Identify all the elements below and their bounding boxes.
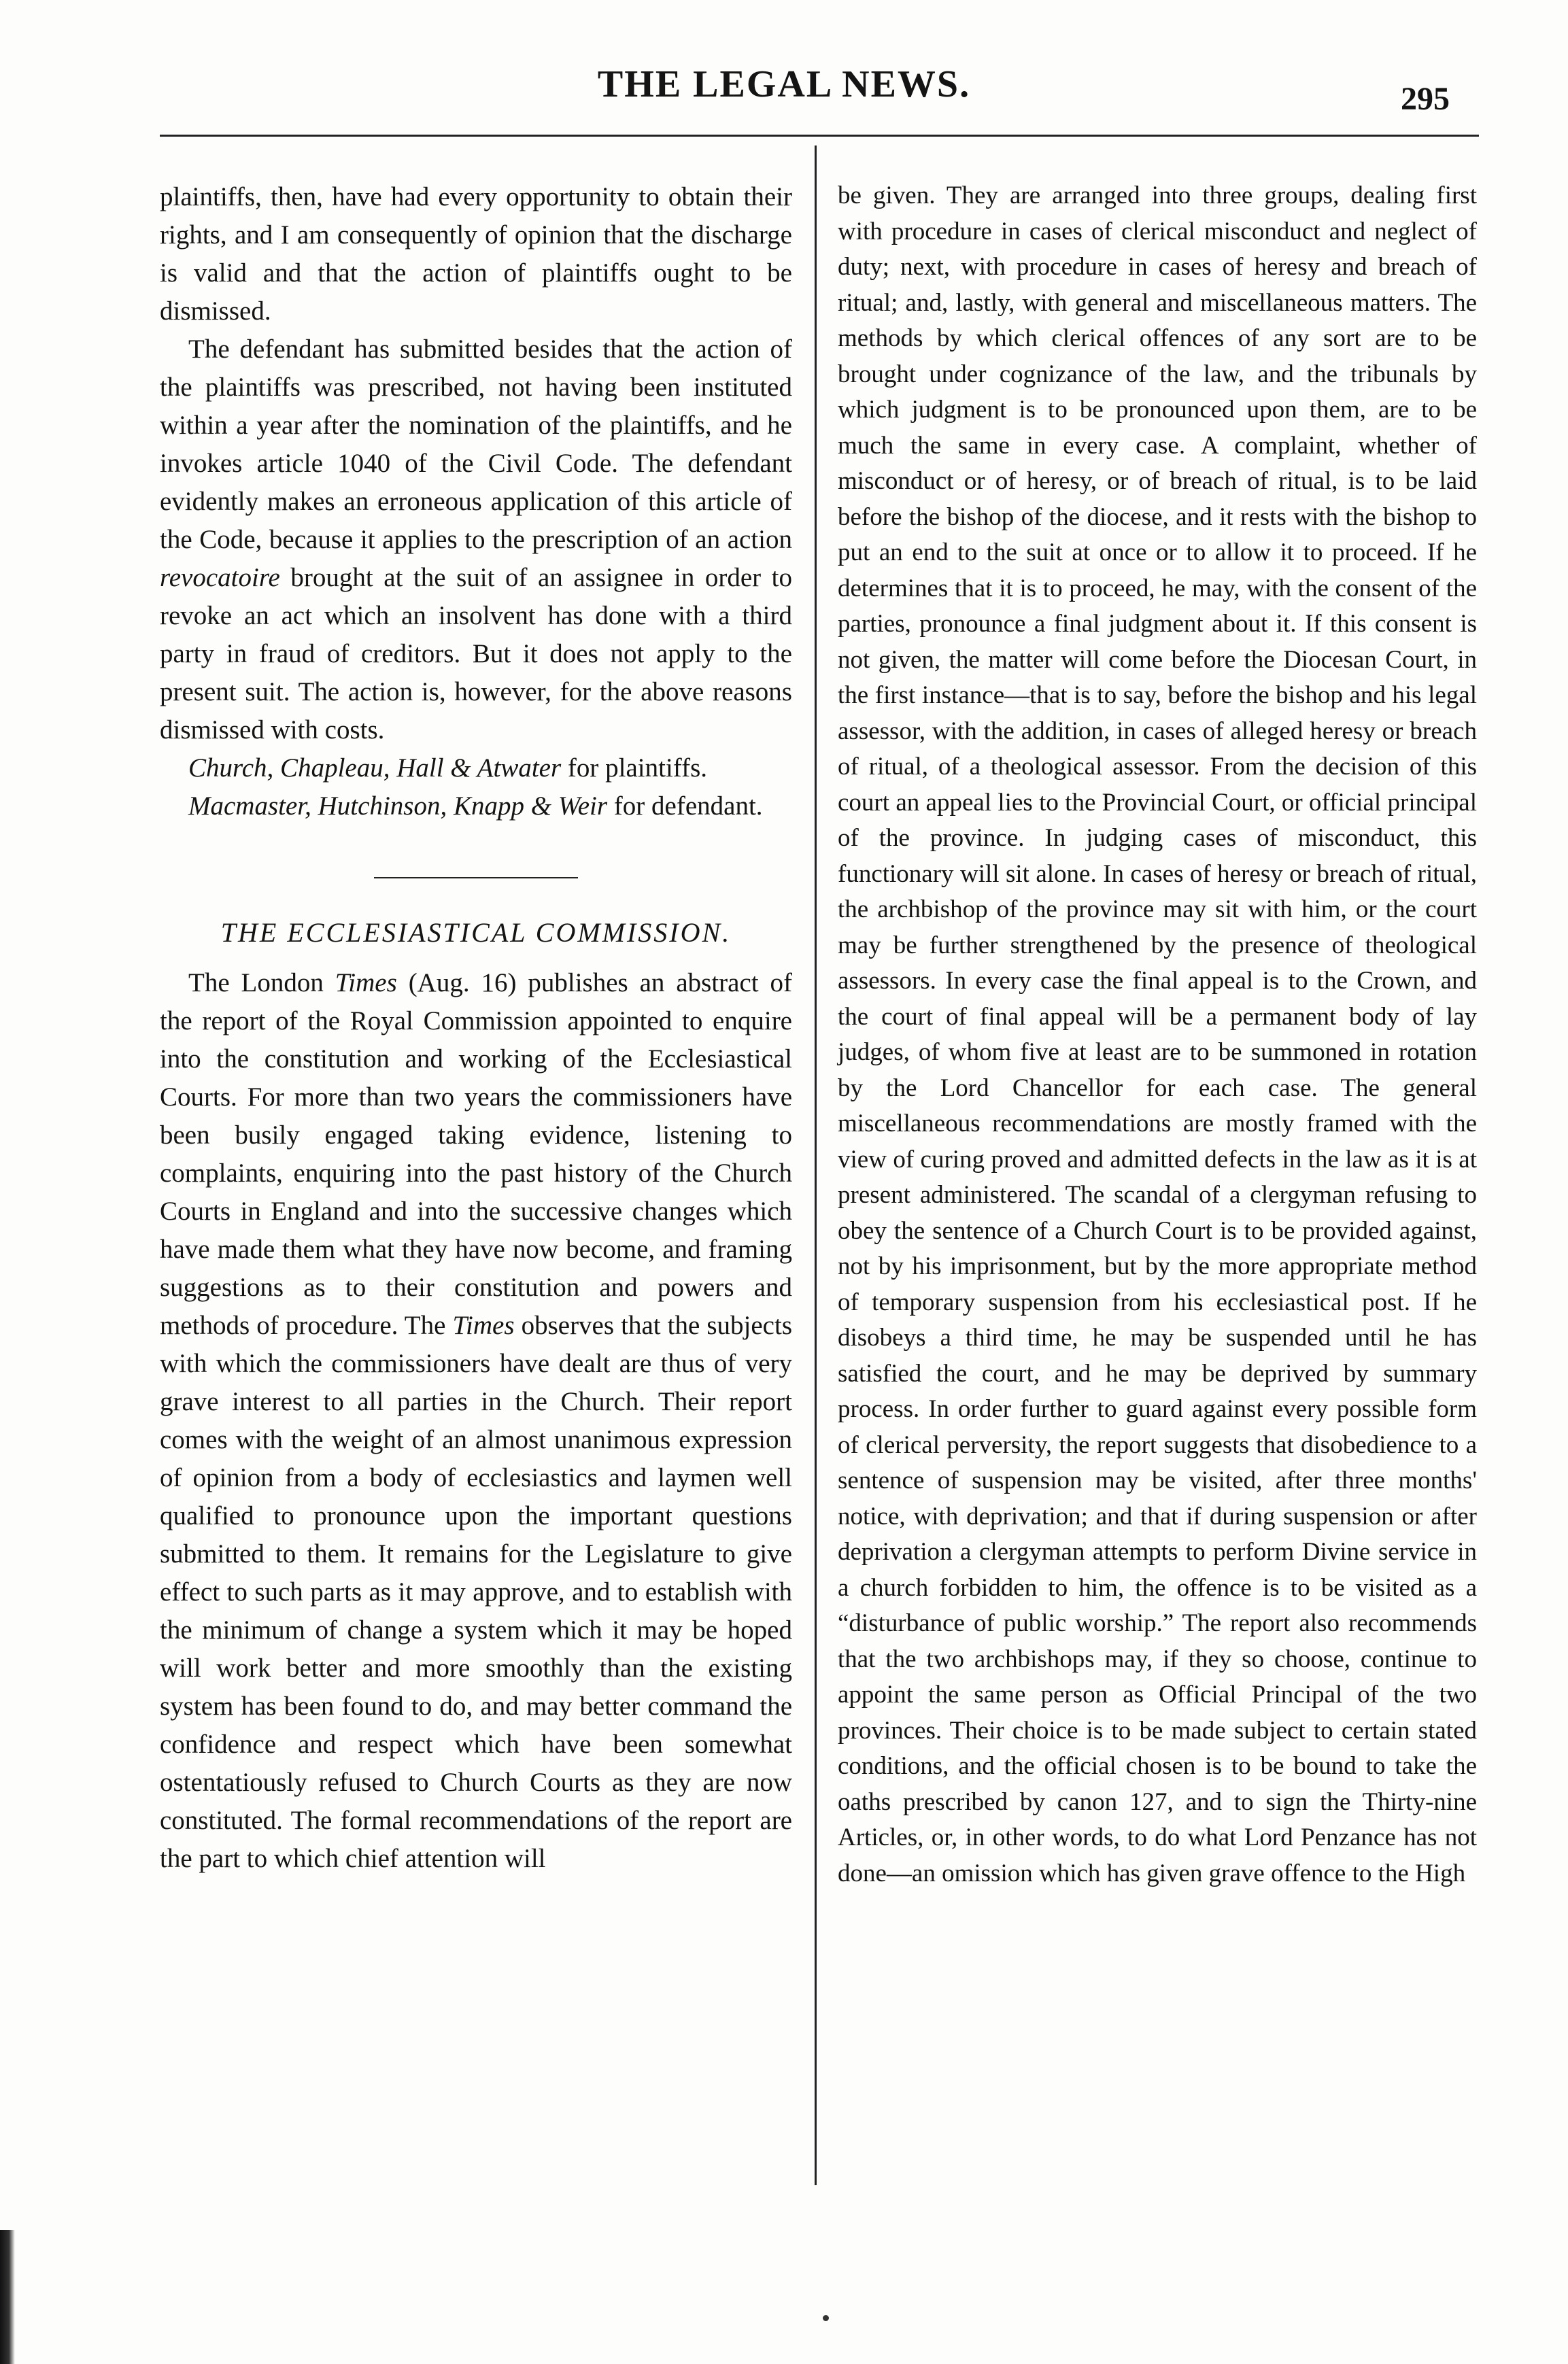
italic-term: revocatoire [160, 563, 280, 592]
paragraph [838, 178, 1477, 1891]
paragraph-text: observes that the subjects with which the commissioners have dealt are thus of very grave interest to all parties in the Church. Their report comes with the weight of an almost unanimous expression of opinion from a body of ecclesiastics and laymen well qualified to pronounce upon the important questions submitted to them. It remains for the Legislature to give effect to such parts as it may approve, and to establish with the minimum of change a system which it may be hoped will work better and more smoothly than the existing system has been found to do, and may better command the confidence and respect which have been somewhat ostentatiously refused to Church Courts as they are now constituted. The formal recommendations of the report are the part to which chief attention will [160, 1311, 792, 1873]
paragraph [160, 964, 792, 1878]
counsel-role: for defendant. [607, 791, 763, 821]
left-column [160, 178, 792, 1878]
page-number: 295 [1401, 81, 1450, 117]
scan-speck [823, 2315, 829, 2321]
counsel-plaintiffs [160, 749, 792, 787]
section-divider [374, 877, 578, 878]
scan-edge-mark [0, 2230, 15, 2364]
header-rule [160, 135, 1479, 137]
counsel-role: for plaintiffs. [561, 753, 707, 783]
italic-term: Times [335, 968, 397, 997]
paragraph [160, 330, 792, 749]
italic-term: Times [452, 1311, 515, 1340]
counsel-names: Church, Chapleau, Hall & Atwater [188, 753, 562, 783]
paragraph-text: plaintiffs, then, have had every opportunity to obtain their rights, and I am consequently of opinion that the discharge is valid and that the action of plaintiffs ought to be dismissed. [160, 182, 792, 326]
paragraph-text: The defendant has submitted besides that the action of the plaintiffs was prescribed, not having been instituted within a year after the nomination of the plaintiffs, and he invokes article 1040 of the Civil Code. The defendant evidently makes an erroneous application of this article of the Code, because it applies to the prescription of an action [160, 335, 792, 554]
paragraph-text: be given. They are arranged into three groups, dealing first with procedure in cases of clerical misconduct and neglect of duty; next, with procedure in cases of heresy and breach of ritual; and, lastly, with general and miscellaneous matters. The methods by which clerical offences of any sort are to be brought under cognizance of the law, and the tribunals by which judgment is to be pronounced upon them, are to be much the same in every case. A complaint, whether of misconduct or of heresy, or of breach of ritual, is to be laid before the bishop of the diocese, and it rests with the bishop to put an end to the suit at once or to allow it to proceed. If he determines that it is to proceed, he may, with the consent of the parties, pronounce a final judgment about it. If this consent is not given, the matter will come before the Diocesan Court, in the first instance—that is to say, before the bishop and his legal assessor, with the addition, in cases of alleged heresy or breach of ritual, of a theological assessor. From the decision of this court an appeal lies to the Provincial Court, or official principal of the province. In judging cases of misconduct, this functionary will sit alone. In cases of heresy or breach of ritual, the archbishop of the province may sit with him, or the court may be further strengthened by the presence of theological assessors. In every case the final appeal is to the Crown, and the court of final appeal will be a permanent body of lay judges, of whom five at least are to be summoned in rotation by the Lord Chancellor for each case. The general miscellaneous recommendations are mostly framed with the view of curing proved and admitted defects in the law as it is at present administered. The scandal of a clergyman refusing to obey the sentence of a Church Court is to be provided against, not by his imprisonment, but by the more appropriate method of temporary suspension from his ecclesiastical post. If he disobeys a third time, he may be suspended until he has satisfied the court, and he may be deprived by summary process. In order further to guard against every possible form of clerical perversity, the report suggests that disobedience to a sentence of suspension may be visited, after three months' notice, with deprivation; and that if during suspension or after deprivation a clergyman attempts to perform Divine service in a church forbidden to him, the offence is to be visited as a “disturbance of public worship.” The report also recommends that the two archbishops may, if they so choose, continue to appoint the same person as Official Principal of the two provinces. Their choice is to be made subject to certain stated conditions, and the official chosen is to be bound to take the oaths prescribed by canon 127, and to sign the Thirty-nine Articles, or, in other words, to do what Lord Penzance has not done—an omission which has given grave offence to the High [838, 182, 1477, 1887]
paragraph-text: brought at the suit of an assignee in order to revoke an act which an insolvent has done with a third party in fraud of creditors. But it does not apply to the present suit. The action is, however, for the above reasons dismissed with costs. [160, 563, 792, 744]
counsel-names: Macmaster, Hutchinson, Knapp & Weir [188, 791, 608, 821]
paragraph-text: The London [188, 968, 335, 997]
page-title: THE LEGAL NEWS. [597, 63, 971, 105]
section-title: THE ECCLESIASTICAL COMMISSION. [220, 917, 732, 948]
right-column [838, 178, 1477, 1891]
counsel-defendant [160, 787, 792, 825]
column-divider [815, 145, 817, 2185]
paragraph-text: (Aug. 16) publishes an abstract of the report of the Royal Commission appointed to enquire into the constitution and working of the Ecclesiastical Courts. For more than two years the commissioners have been busily engaged taking evidence, listening to complaints, enquiring into the past history of the Church Courts in England and into the successive changes which have made them what they have now become, and framing suggestions as to their constitution and powers and methods of procedure. The [160, 968, 792, 1340]
paragraph [160, 178, 792, 330]
